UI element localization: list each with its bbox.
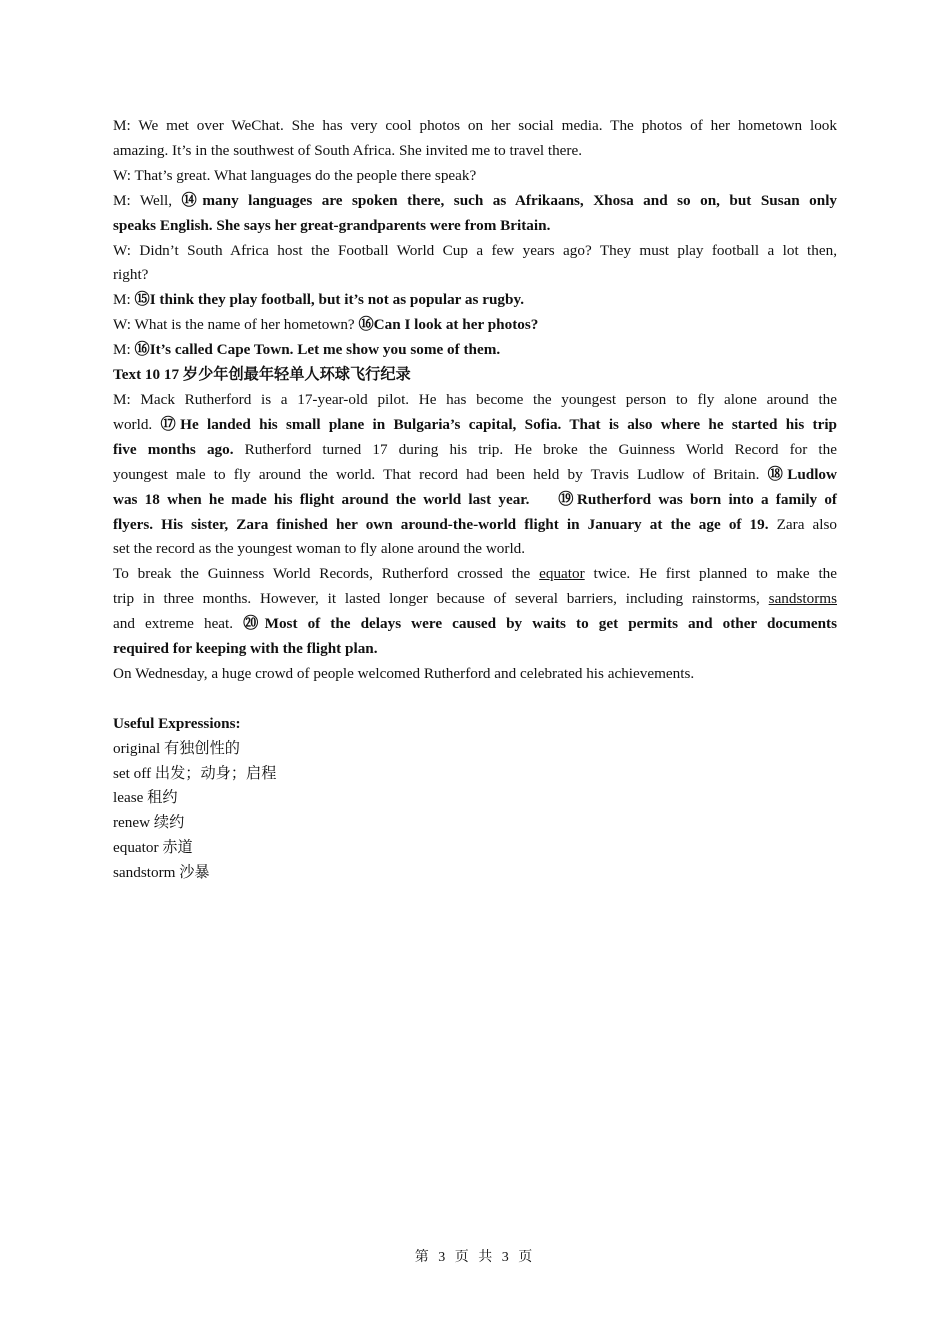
expressions-heading: [113, 712, 837, 737]
plain-text: world.: [113, 415, 161, 433]
answer-marker: ⑭: [181, 191, 203, 209]
answer-marker: ⑯: [358, 316, 374, 334]
expression-item: equator 赤道: [113, 839, 193, 857]
text-line: [113, 438, 837, 463]
answer-text: was 18 when he made his flight around the world last year.: [113, 490, 530, 508]
text-line: [113, 338, 837, 363]
text-line: [113, 313, 837, 338]
dialogue-w2: [113, 239, 837, 289]
expression-item: set off 出发；动身；启程: [113, 764, 277, 782]
text-line: [113, 288, 837, 313]
plain-text: Zara also: [768, 515, 838, 533]
plain-text: Rutherford turned 17 during his trip. He broke the Guinness World Record for the: [233, 440, 837, 458]
expression-item: original 有独创性的: [113, 739, 240, 757]
text-line: [113, 463, 837, 488]
dialogue-m4: [113, 338, 837, 363]
underlined-word: sandstorms: [768, 590, 837, 608]
answer-text: speaks English. She says her great-grandparents were from Britain.: [113, 216, 551, 234]
text-line: amazing. It’s in the southwest of South Africa. She invited me to travel there.: [113, 141, 583, 159]
text-line: W: Didn’t South Africa host the Football World Cup a few years ago? They must play football a lot then,: [113, 241, 837, 259]
answer-marker: ⑳: [243, 615, 265, 633]
answer-text: Ludlow: [787, 465, 837, 483]
text-line: set the record as the youngest woman to fly alone around the world.: [113, 540, 526, 558]
text-line: [113, 587, 837, 612]
dialogue-m2: [113, 189, 837, 239]
answer-text: five months ago.: [113, 440, 234, 458]
plain-text: trip in three months. However, it lasted longer because of several barriers, including rainstorms,: [113, 590, 769, 608]
section-heading: Useful Expressions:: [113, 714, 241, 732]
text-line: [113, 612, 837, 637]
text-line: [113, 189, 837, 214]
dialogue-m1: [113, 114, 837, 164]
text10-heading: [113, 363, 837, 388]
text-line: M: We met over WeChat. She has very cool photos on her social media. The photos of her hometown look: [113, 117, 837, 134]
answer-marker: ⑱: [767, 465, 788, 483]
text10-paragraph-3: [113, 662, 837, 687]
speaker-text: M:: [113, 341, 135, 359]
answer-text: He landed his small plane in Bulgaria’s capital, Sofia. That is also where he started his trip: [180, 415, 837, 433]
dialogue-m3: [113, 288, 837, 313]
text10-paragraph-2: [113, 562, 837, 662]
answer-text: flyers. His sister, Zara finished her own around-the-world flight in January at the age of 19.: [113, 515, 769, 533]
expressions-list: [113, 737, 837, 886]
text-line: [113, 513, 837, 538]
text-line: [113, 488, 837, 513]
blank-line: [113, 687, 837, 712]
plain-text: youngest male to fly around the world. That record had been held by Travis Ludlow of Britain.: [113, 465, 768, 483]
answer-text: Can I look at her photos?: [373, 316, 539, 334]
text-line: [113, 214, 837, 239]
answer-marker: ⑯: [134, 341, 150, 359]
expression-item: lease 租约: [113, 789, 178, 807]
text10-paragraph-1: [113, 388, 837, 562]
speaker-text: M:: [113, 291, 135, 309]
plain-text: twice. He first planned to make the: [584, 565, 837, 583]
answer-text: It’s called Cape Town. Let me show you some of them.: [149, 341, 501, 359]
answer-marker: ⑮: [134, 291, 150, 309]
plain-text: and extreme heat.: [113, 615, 244, 633]
expression-item: renew 续约: [113, 814, 185, 832]
speaker-text: W: What is the name of her hometown?: [113, 316, 359, 334]
text-line: On Wednesday, a huge crowd of people welcomed Rutherford and celebrated his achievements.: [113, 664, 695, 682]
dialogue-w3: [113, 313, 837, 338]
speaker-text: M: Well,: [113, 191, 182, 209]
dialogue-w1: [113, 164, 837, 189]
text-line: right?: [113, 266, 149, 284]
answer-text: required for keeping with the flight plan.: [113, 640, 378, 658]
answer-marker: ⑰: [160, 415, 181, 433]
text-line: W: That’s great. What languages do the people there speak?: [113, 166, 477, 184]
text-line: [113, 637, 837, 662]
text-line: [113, 562, 837, 587]
section-heading: Text 10 17 岁少年创最年轻单人环球飞行纪录: [113, 366, 411, 384]
document-body: [113, 114, 837, 886]
answer-text: Most of the delays were caused by waits to get permits and other documents: [264, 615, 838, 633]
page-footer: 第 3 页 共 3 页: [414, 1250, 536, 1265]
expression-item: sandstorm 沙暴: [113, 864, 210, 882]
answer-text: I think they play football, but it’s not as popular as rugby.: [149, 291, 525, 309]
answer-marker: ⑲: [558, 490, 577, 508]
text-line: [113, 413, 837, 438]
plain-text: To break the Guinness World Records, Rutherford crossed the: [113, 565, 540, 583]
answer-text: many languages are spoken there, such as Afrikaans, Xhosa and so on, but Susan only: [202, 191, 838, 209]
answer-text: Rutherford was born into a family of: [576, 490, 837, 508]
underlined-word: equator: [539, 565, 585, 583]
text-line: M: Mack Rutherford is a 17-year-old pilot. He has become the youngest person to fly alone around the: [113, 390, 837, 408]
